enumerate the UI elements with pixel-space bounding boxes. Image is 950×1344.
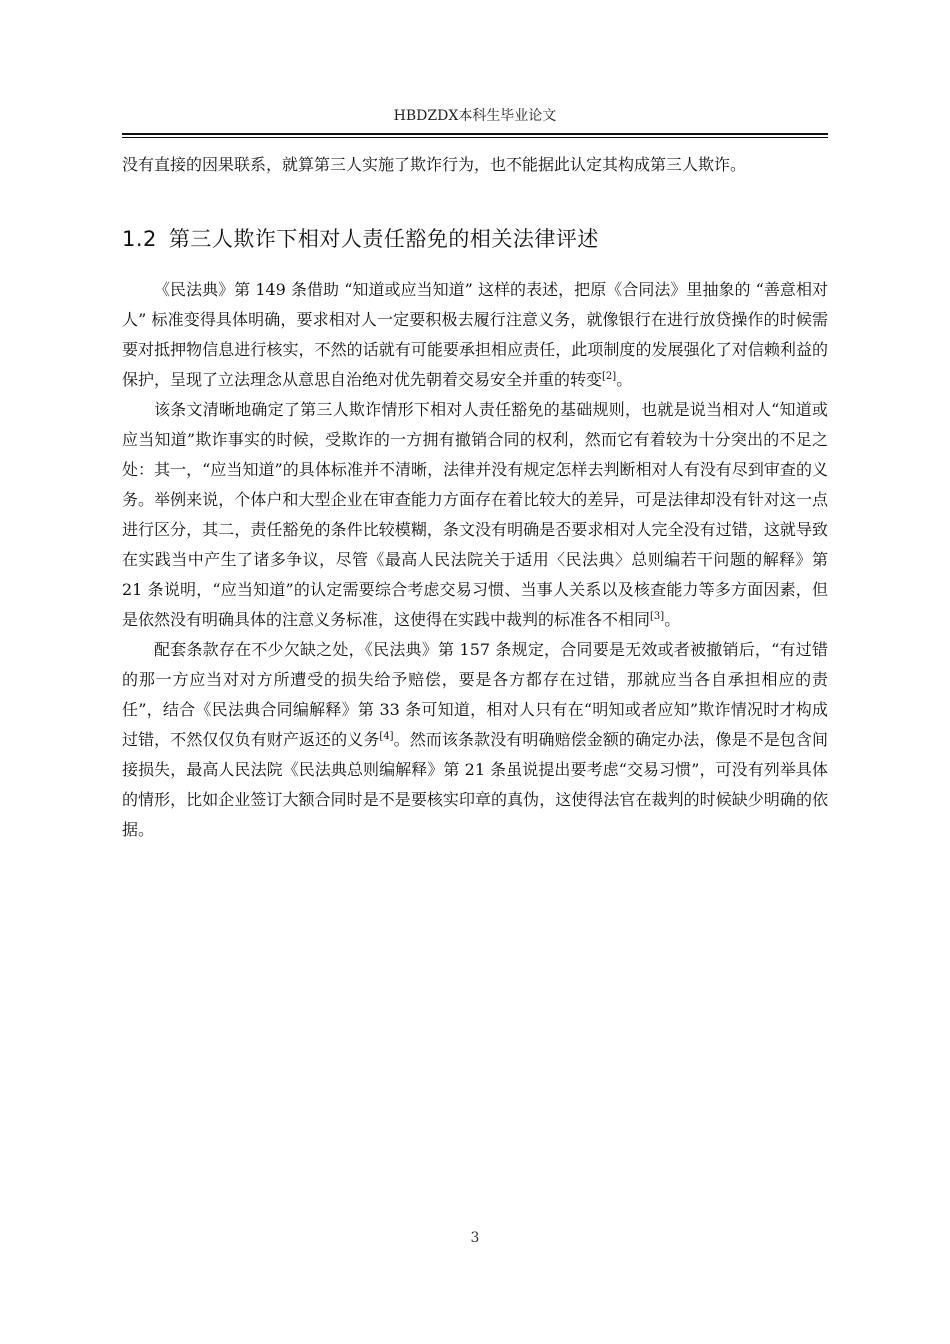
citation-3: [3] [650,611,665,622]
paragraph-1 [122,275,828,395]
paragraph-1-tail: 。 [616,370,633,389]
main-text [122,150,828,845]
section-heading [122,222,828,256]
paragraph-2-tail: 。 [664,610,681,629]
paragraph-2-text: 该条文清晰地确定了第三人欺诈情形下相对人责任豁免的基础规则，也就是说当相对人“知道或应当知道”欺诈事实的时候，受欺诈的一方拥有撤销合同的权利，然而它有着较为十分突出的不足之处：其一，“应当知道”的具体标准并不清晰，法律并没有规定怎样去判断相对人有没有尽到审查的义务。举例来说，个体户和大型企业在审查能力方面存在着比较大的差异，可是法律却没有针对这一点进行区分，其二，责任豁免的条件比较模糊，条文没有明确是否要求相对人完全没有过错，这就导致在实践当中产生了诸多争议，尽管《最高人民法院关于适用〈民法典〉总则编若干问题的解释》第 21 条说明，“应当知道”的认定需要综合考虑交易习惯、当事人关系以及核查能力等多方面因素，但是依然没有明确具体的注意义务标准，这使得在实践中裁判的标准各不相同 [122,400,828,629]
paragraph-1-text: 《民法典》第 149 条借助 “知道或应当知道” 这样的表述，把原《合同法》里抽象的 “善意相对人” 标准变得具体明确，要求相对人一定要积极去履行注意义务，就像银行在进行放贷操作的时候需要对抵押物信息进行核实，不然的话就有可能要承担相应责任，此项制度的发展强化了对信赖利益的保护，呈现了立法理念从意思自治绝对优先朝着交易安全并重的转变 [122,280,828,389]
section-number: 1.2 [122,227,157,251]
header-rule-thick [122,133,828,135]
paragraph-3-text: 配套条款存在不少欠缺之处，《民法典》第 157 条规定，合同要是无效或者被撤销后，“有过错的那一方应当对对方所遭受的损失给予赔偿，要是各方都存在过错，那就应当各自承担相应的责任”，结合《民法典合同编解释》第 33 条可知道，相对人只有在“明知或者应知”欺诈情况时才构成过错，不然仅仅负有财产返还的义务 [122,640,828,749]
citation-4: [4] [379,731,394,742]
page-number: 3 [470,1230,480,1246]
paragraph-3-tail: 。然而该条款没有明确赔偿金额的确定办法，像是不是包含间接损失，最高人民法院《民法典总则编解释》第 21 条虽说提出要考虑“交易习惯”，可没有列举具体的情形，比如企业签订大额合同时是不是要核实印章的真伪，这使得法官在裁判的时候缺少明确的依据。 [122,730,828,839]
paragraph-2 [122,395,828,635]
paragraph-3 [122,635,828,845]
header-rule-thin [122,137,828,138]
section-title: 第三人欺诈下相对人责任豁免的相关法律评述 [168,227,599,251]
continuation-paragraph: 没有直接的因果联系，就算第三人实施了欺诈行为，也不能据此认定其构成第三人欺诈。 [122,155,747,174]
running-header: HBDZDX本科生毕业论文 [393,108,557,124]
citation-2: [2] [602,371,617,382]
